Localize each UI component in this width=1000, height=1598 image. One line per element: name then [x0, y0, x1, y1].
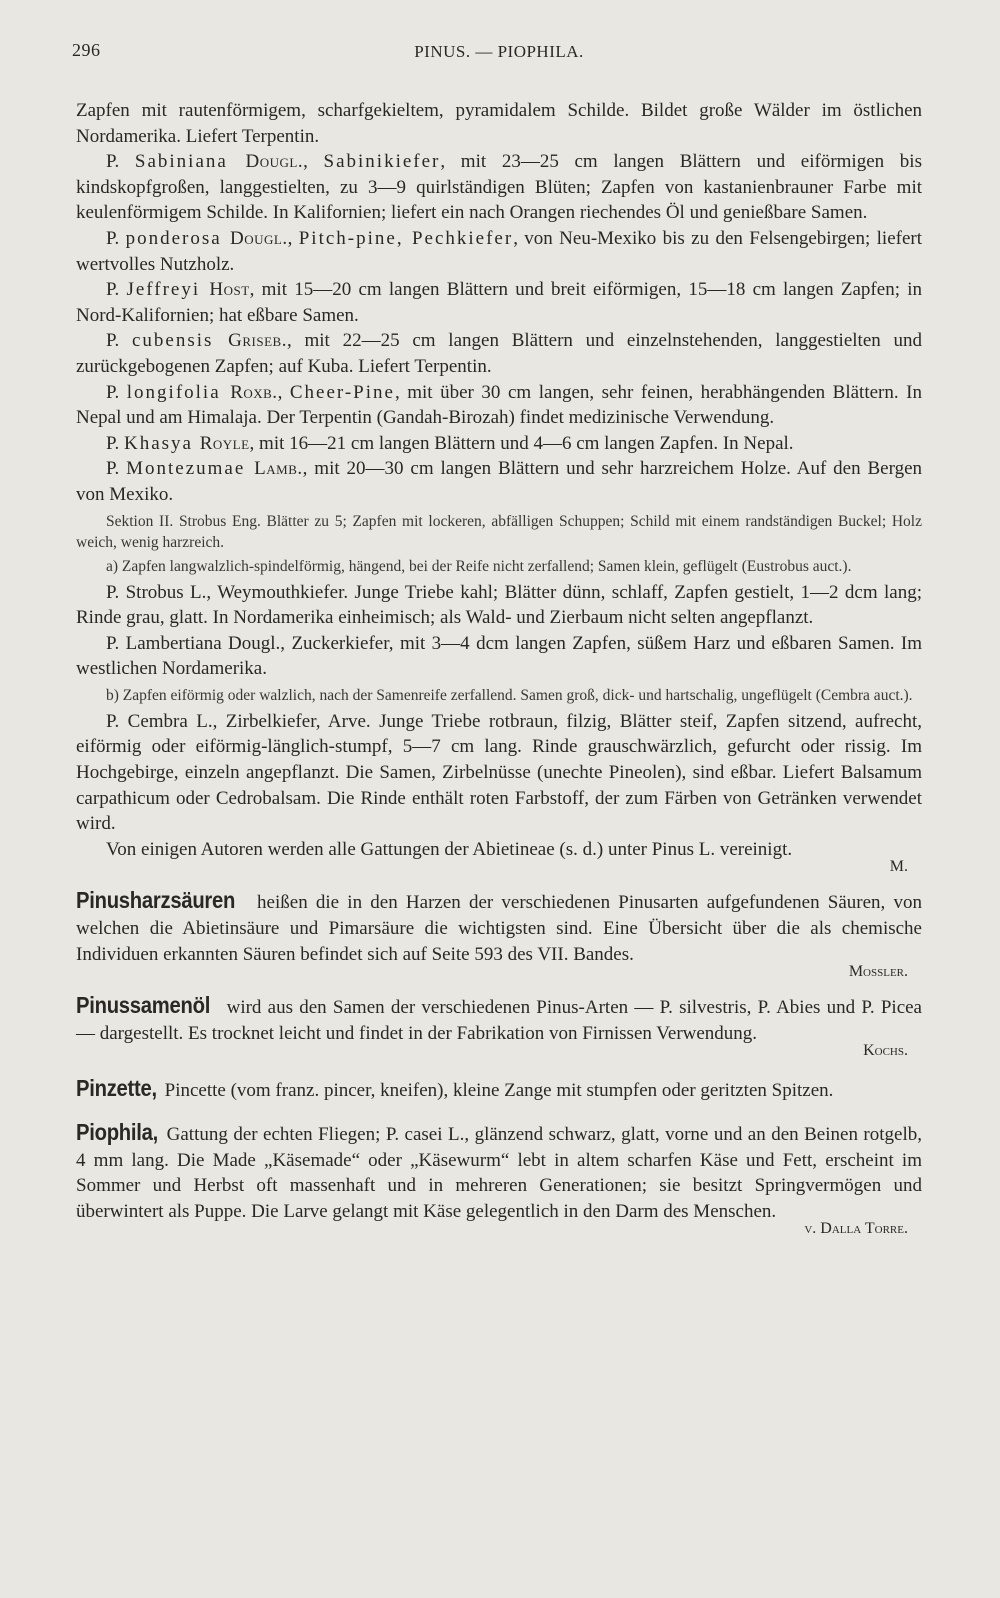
- species-prefix: P.: [106, 151, 135, 173]
- species-description: , von Neu-Mexiko bis zu den Felsengebirgen; liefert wertvolles Nutzholz.: [76, 227, 922, 275]
- species-entry: [76, 328, 922, 379]
- species-name: ponderosa: [125, 227, 231, 249]
- section-ii-note: Sektion II. Strobus Eng. Blätter zu 5; Zapfen mit lockeren, abfälligen Schuppen; Schild mit einem randständigen Buckel; Holz weich, wenig harzreich.: [76, 512, 922, 551]
- species-separator: ,: [287, 227, 299, 249]
- dictionary-entry: [76, 993, 922, 1060]
- species-entry: [76, 226, 922, 277]
- species-entry: [76, 149, 922, 226]
- species-cembra: P. Cembra L., Zirbelkiefer, Arve. Junge Triebe rotbraun, filzig, Blätter steif, Zapfen sitzend, aufrecht, eiförmig oder eiförmig-länglich-stumpf, 5—7 cm lang. Rinde grauschwärzlich, gefurcht oder rissig. Im Hochgebirge, einzeln angepflanzt. Die Samen, Zirbelnüsse (unechte Pineolen), sind eßbar. Liefert Balsamum carpathicum oder Cedrobalsam. Die Rinde enthält roten Farbstoff, der zum Färben von Getränken verwendet wird.: [76, 710, 922, 835]
- species-common-name: Sabinikiefer: [323, 151, 441, 173]
- species-prefix: P.: [106, 381, 127, 403]
- species-separator: ,: [286, 330, 305, 352]
- species-name: Montezumae: [126, 458, 255, 480]
- species-name: Sabiniana: [134, 151, 246, 173]
- entry-author-signature: Mossler.: [848, 963, 908, 981]
- entry-paragraph: [76, 1120, 922, 1224]
- entry-paragraph: [76, 888, 922, 967]
- dictionary-entries: [76, 888, 922, 1238]
- species-author: Dougl.: [230, 227, 288, 249]
- species-separator: ,: [249, 432, 260, 454]
- page-header: [72, 40, 922, 76]
- entry-paragraph: [76, 1076, 922, 1104]
- species-separator: ,: [277, 381, 290, 403]
- species-common-name: Cheer-Pine: [289, 381, 395, 403]
- species-description: mit 22—25 cm langen Blättern und einzelnstehenden, langgestielten und zurückgebogenen Zapfen; auf Kuba. Liefert Terpentin.: [76, 330, 923, 377]
- species-description: mit 20—30 cm langen Blättern und sehr harzreichem Holze. Auf den Bergen von Mexiko.: [76, 458, 923, 505]
- species-author: Dougl.: [245, 151, 304, 173]
- page-body: [76, 98, 922, 1238]
- species-author: Royle: [199, 432, 250, 454]
- author-signature: M.: [889, 858, 908, 876]
- species-description: , mit 23—25 cm langen Blättern und eiförmigen bis kindskopfgroßen, langgestielten, zu 3—9 quirlständigen Blüten; Zapfen von kastanienbrauner Farbe mit keulenförmigem Schilde. In Kalifornien; liefert ein nach Orangen riechendes Öl und genießbare Samen.: [76, 151, 922, 224]
- entry-headword: Piophila,: [76, 1119, 158, 1145]
- entry-author-signature: Kochs.: [863, 1042, 908, 1060]
- dictionary-entry: [76, 888, 922, 981]
- species-entry: [76, 277, 922, 328]
- running-head: PINUS. — PIOPHILA.: [414, 42, 584, 61]
- species-prefix: P.: [106, 227, 126, 249]
- entry-text: heißen die in den Harzen der verschiedenen Pinusarten aufgefundenen Säuren, von welchen die Abietinsäure und Pimarsäure die wichtigsten sind. Eine Übersicht über die als chemische Individuen erkannten Säuren befindet sich auf Seite 593 des VII. Bandes.: [76, 892, 922, 965]
- entry-text: Pincette (vom franz. pincer, kneifen), kleine Zange mit stumpfen oder geritzten Spitzen.: [159, 1080, 834, 1102]
- species-prefix: P.: [106, 458, 127, 480]
- species-name: Jeffreyi: [126, 279, 210, 301]
- species-separator: ,: [249, 279, 262, 301]
- species-strobus: P. Strobus L., Weymouthkiefer. Junge Triebe kahl; Blätter dünn, schlaff, Zapfen gestielt, 1—2 dcm lang; Rinde grau, glatt. In Nordamerika einheimisch; als Wald- und Zierbaum nicht selten angepflanzt.: [76, 581, 922, 629]
- species-common-name: Pitch-pine, Pechkiefer: [298, 227, 514, 249]
- closing-paragraph: Von einigen Autoren werden alle Gattungen der Abietineae (s. d.) unter Pinus L. vereinigt.: [106, 838, 793, 860]
- entry-paragraph: [76, 993, 922, 1046]
- species-prefix: P.: [106, 330, 132, 352]
- entry-text: Gattung der echten Fliegen; P. casei L., glänzend schwarz, glatt, vorne und an den Beinen rotgelb, 4 mm lang. Die Made „Käsemade“ oder „Käsewurm“ lebt in altem scharfen Käse und Fett, erscheint im Sommer und Herbst oft massenhaft und in mehreren Generationen; sie besitzt Springvermögen und überwintert als Puppe. Die Larve gelangt mit Käse gelegentlich in den Darm des Menschen.: [76, 1124, 922, 1222]
- species-lambertiana: P. Lambertiana Dougl., Zuckerkiefer, mit 3—4 dcm langen Zapfen, süßem Harz und eßbaren Samen. Im westlichen Nordamerika.: [76, 632, 922, 680]
- entry-author-signature: v. Dalla Torre.: [804, 1220, 908, 1238]
- species-description: , mit über 30 cm langen, sehr feinen, herabhängenden Blättern. In Nepal und am Himalaja. Der Terpentin (Gandah-Birozah) findet medizinische Verwendung.: [76, 381, 922, 429]
- subsection-b-note: b) Zapfen eiförmig oder walzlich, nach der Samenreife zerfallend. Samen groß, dick- und hartschalig, ungeflügelt (Cembra auct.).: [106, 686, 913, 704]
- species-entry: [76, 380, 922, 431]
- species-separator: ,: [302, 458, 315, 480]
- dictionary-entry: [76, 1120, 922, 1238]
- species-author: Host: [209, 279, 250, 301]
- entry-headword: Pinusharzsäuren: [76, 887, 236, 914]
- species-prefix: P.: [106, 432, 124, 454]
- dictionary-entry: [76, 1076, 922, 1104]
- entry-text: wird aus den Samen der verschiedenen Pinus-Arten — P. silvestris, P. Abies und P. Picea — dargestellt. Es trocknet leicht und findet in der Fabrikation von Firnissen Verwendung.: [76, 997, 922, 1044]
- species-list: [76, 149, 922, 507]
- species-author: Roxb.: [230, 381, 278, 403]
- species-separator: ,: [303, 151, 324, 173]
- species-description: mit 16—21 cm langen Blättern und 4—6 cm langen Zapfen. In Nepal.: [259, 432, 794, 454]
- species-name: cubensis: [131, 330, 229, 352]
- continuation-paragraph: Zapfen mit rautenförmigem, scharfgekieltem, pyramidalem Schilde. Bildet große Wälder im östlichen Nordamerika. Liefert Terpentin.: [76, 100, 922, 147]
- species-entry: [76, 456, 922, 507]
- species-author: Griseb.: [228, 330, 287, 352]
- page-number: 296: [72, 40, 101, 60]
- species-author: Lamb.: [254, 458, 303, 480]
- species-name: Khasya: [123, 432, 200, 454]
- species-description: mit 15—20 cm langen Blättern und breit eiförmigen, 15—18 cm langen Zapfen; in Nord-Kalifornien; hat eßbare Samen.: [76, 279, 922, 326]
- entry-headword: Pinzette,: [76, 1075, 157, 1102]
- entry-headword: Pinussamenöl: [76, 992, 211, 1019]
- species-name: longifolia: [126, 381, 231, 403]
- species-prefix: P.: [106, 279, 127, 301]
- species-entry: [76, 431, 922, 457]
- subsection-a-note: a) Zapfen langwalzlich-spindelförmig, hängend, bei der Reife nicht zerfallend; Samen klein, geflügelt (Eustrobus auct.).: [106, 557, 852, 575]
